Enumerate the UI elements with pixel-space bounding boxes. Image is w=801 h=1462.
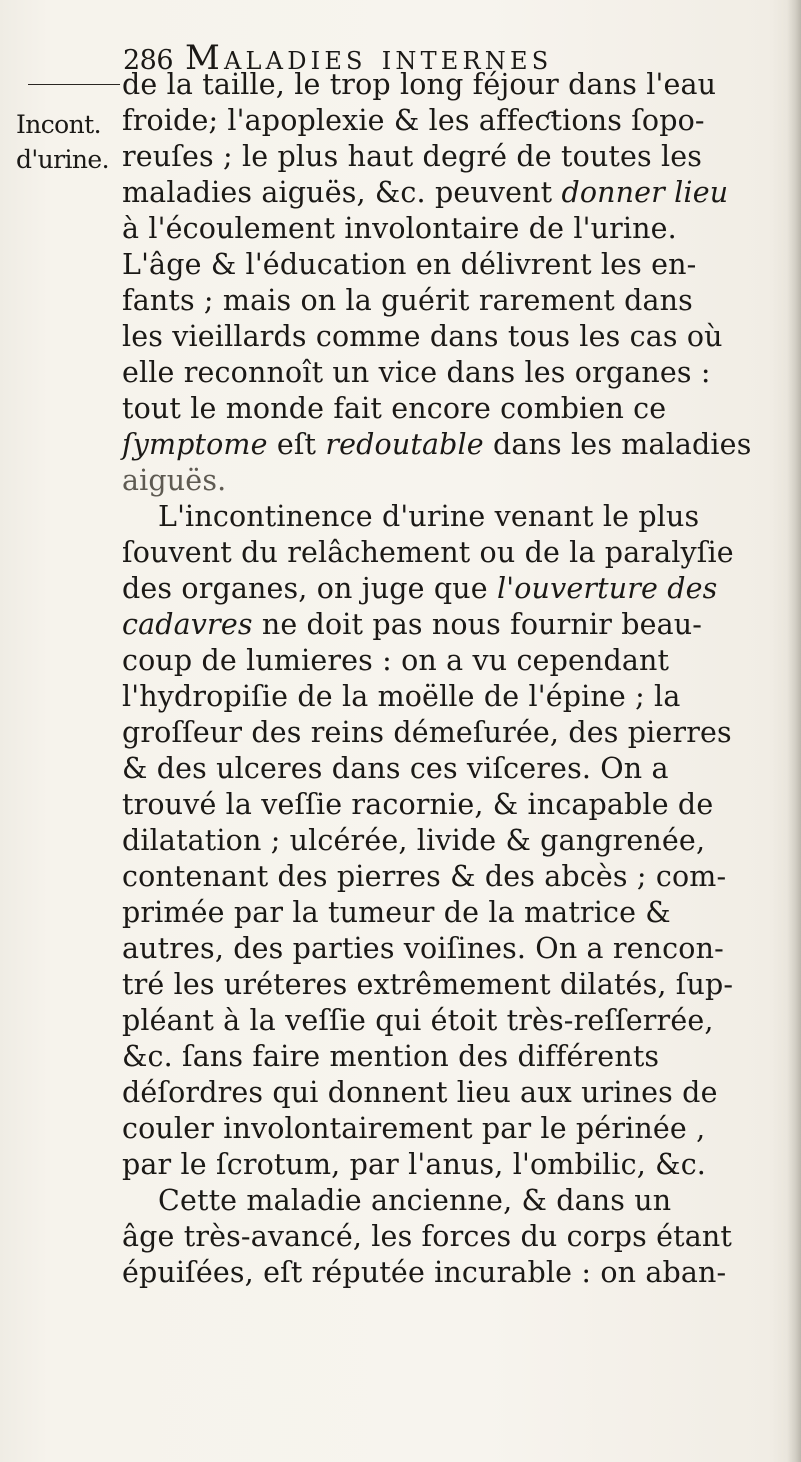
text-line: par le ſcrotum, par l'anus, l'ombilic, &c. [122,1148,707,1181]
text-line: épuiſées, eſt réputée incurable : on aban- [122,1256,727,1289]
text-line: âge très-avancé, les forces du corps étant [122,1220,733,1253]
marginal-rule [28,84,120,85]
margin-note-line-2: d'urine. [16,145,109,174]
text-line: couler involontairement par le périnée , [122,1112,706,1145]
text-line: contenant des pierres & des abcès ; com- [122,860,727,893]
text-line: tré les uréteres extrêmement dilatés, ſup- [122,968,734,1001]
text-line: L'incontinence d'urine venant le plus [158,500,700,533]
text-line: & des ulceres dans ces viſceres. On a [122,752,669,785]
text-line: ſouvent du relâchement ou de la paralyſie [122,536,734,569]
text-line: à l'écoulement involontaire de l'urine. [122,212,677,245]
text-line: aiguës. [122,464,227,497]
text-line: trouvé la veſſie racornie, & incapable de [122,788,714,821]
page-number: 286 [123,45,174,76]
text-line: l'hydropiſie de la moëlle de l'épine ; la [122,680,681,713]
text-line: autres, des parties voiſines. On a rencon- [122,932,724,965]
text-line: cadavres ne doit pas nous fournir beau- [122,608,703,641]
text-line: des organes, on juge que l'ouverture des [122,572,718,605]
text-line: L'âge & l'éducation en délivrent les en- [122,248,697,281]
text-line: déſordres qui donnent lieu aux urines de [122,1076,718,1109]
running-head: Maladies internes [185,38,553,78]
page-edge-shadow [787,0,801,1462]
text-line: primée par la tumeur de la matrice & [122,896,671,929]
text-line: dilatation ; ulcérée, livide & gangrenée, [122,824,706,857]
text-line: ſymptome eſt redoutable dans les maladies [122,428,752,461]
margin-note-line-1: Incont. [16,110,101,139]
text-line: froide; l'apoplexie & les affeƈtions ſopo- [122,104,705,137]
text-line: Cette maladie ancienne, & dans un [158,1184,672,1217]
text-line: les vieillards comme dans tous les cas où [122,320,723,353]
text-line: fants ; mais on la guérit rarement dans [122,284,693,317]
text-line: maladies aiguës, &c. peuvent donner lieu [122,176,729,209]
text-line: de la taille, le trop long féjour dans l'eau [122,68,717,101]
text-line: &c. ſans faire mention des différents [122,1040,660,1073]
text-line: pléant à la veſſie qui étoit très-reſſerrée, [122,1004,714,1037]
text-line: groſſeur des reins démeſurée, des pierres [122,716,732,749]
text-line: coup de lumieres : on a vu cependant [122,644,670,677]
text-line: elle reconnoît un vice dans les organes : [122,356,711,389]
text-line: reuſes ; le plus haut degré de toutes les [122,140,703,173]
text-line: tout le monde fait encore combien ce [122,392,667,425]
